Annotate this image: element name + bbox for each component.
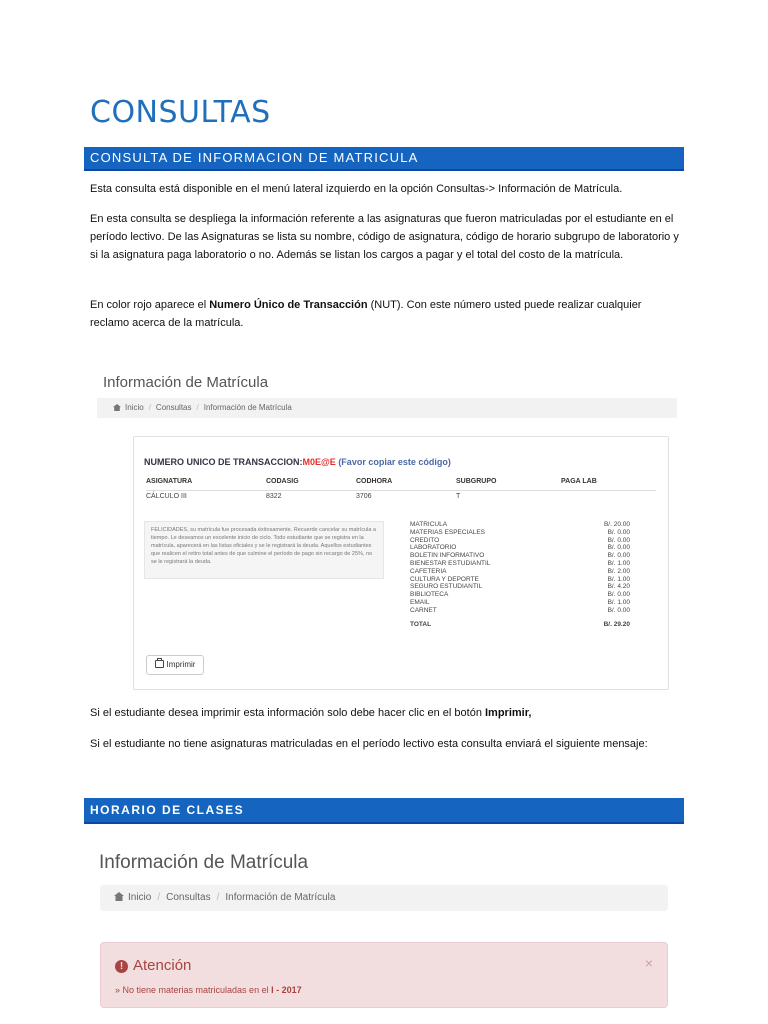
charge-row <box>410 591 630 599</box>
col-codhora: CODHORA <box>356 478 393 485</box>
p3-after: (NUT). Con este número usted puede realizar cualquier reclamo acerca de la matrícula. <box>90 299 642 329</box>
cell-codasig: 8322 <box>266 493 282 500</box>
charge-row <box>410 529 630 537</box>
charge-row <box>410 544 630 552</box>
charge-name: CULTURA Y DEPORTE <box>410 575 479 583</box>
section-header-horario: HORARIO DE CLASES <box>84 798 684 824</box>
print-button[interactable] <box>146 655 204 675</box>
charge-name: BOLETIN INFORMATIVO <box>410 552 485 560</box>
table-row <box>146 493 656 505</box>
charge-name: MATRICULA <box>410 521 448 528</box>
col-paga-lab: PAGA LAB <box>561 478 597 485</box>
success-note: FELICIDADES, su matrícula fue procesada éxitosamente. Recuerde cancelar su matrícula a tiempo. Le deseamos un excelente inicio de ciclo. Todo estudiante que se registra en la matrícula, aparecerá en las listas oficiales y se le registrará la deuda. Aquellos estudiantes que realicen el retiro total antes de que culmine el período de pago sin recargo de 25%, no se le registrará la deuda. <box>144 521 384 579</box>
total-label: TOTAL <box>410 620 432 628</box>
charge-amount: B/. 0.00 <box>607 544 630 552</box>
charge-name: SEGURO ESTUDIANTIL <box>410 583 483 591</box>
charge-amount: B/. 0.00 <box>607 552 630 560</box>
charge-amount: B/. 1.00 <box>607 559 630 567</box>
charge-name: BIBLIOTECA <box>410 591 449 599</box>
alert-msg-text: » No tiene materias matriculadas en el <box>115 985 272 995</box>
warning-icon: ! <box>115 960 128 973</box>
cell-subgrupo: T <box>456 493 461 500</box>
screenshot-informacion-matricula <box>97 366 681 692</box>
charge-row <box>410 583 630 591</box>
paragraph-no-subjects: Si el estudiante no tiene asignaturas matriculadas en el período lectivo esta consulta enviará el siguiente mensaje: <box>90 738 648 750</box>
p3-before: En color rojo aparece el <box>90 299 210 311</box>
charge-name: LABORATORIO <box>410 544 457 552</box>
charge-row <box>410 537 630 545</box>
nut-hint: (Favor copiar este código) <box>338 457 451 467</box>
col-subgrupo: SUBGRUPO <box>456 478 497 485</box>
close-icon[interactable]: × <box>644 955 653 971</box>
home-icon <box>114 892 124 901</box>
charge-row <box>410 576 630 584</box>
alert-period: I - 2017 <box>271 985 302 995</box>
paragraph-nut <box>90 296 680 332</box>
nut-label: NUMERO UNICO DE TRANSACCION: <box>144 457 303 467</box>
breadcrumb-inicio[interactable]: Inicio <box>128 892 152 903</box>
breadcrumb-consultas[interactable]: Consultas <box>155 403 192 412</box>
p3-bold: Numero Único de Transacción <box>209 299 368 311</box>
matricula-panel <box>133 436 669 690</box>
breadcrumb-current: Información de Matrícula <box>203 403 292 412</box>
charge-amount: B/. 2.00 <box>607 567 630 575</box>
charge-row <box>410 607 630 615</box>
charge-amount: B/. 0.00 <box>607 536 630 544</box>
breadcrumb: Inicio / Consultas / Información de Matrícula <box>97 398 677 418</box>
charge-row <box>410 568 630 576</box>
cell-asignatura: CÁLCULO III <box>146 493 187 500</box>
print-label: Imprimir <box>166 660 196 669</box>
charge-row <box>410 521 630 529</box>
section-header-matricula: CONSULTA DE INFORMACION DE MATRICULA <box>84 147 684 171</box>
total-amount: B/. 29.20 <box>603 620 630 628</box>
breadcrumb-consultas[interactable]: Consultas <box>166 892 211 903</box>
charge-amount: B/. 0.00 <box>607 591 630 599</box>
attention-alert <box>100 942 668 1008</box>
breadcrumb: Inicio / Consultas / Información de Matrícula <box>100 885 668 911</box>
nut-line <box>144 457 451 467</box>
charge-amount: B/. 4.20 <box>607 583 630 591</box>
charge-total-row <box>410 621 630 628</box>
charge-name: CARNET <box>410 606 437 614</box>
printer-icon <box>155 660 164 668</box>
col-asignatura: ASIGNATURA <box>146 478 193 485</box>
paragraph-description: En esta consulta se despliega la información referente a las asignaturas que fueron matriculadas por el estudiante en el período lectivo. De las Asignaturas se lista su nombre, código de asignatura, código de horario subgrupo de laboratorio y si la asignatura paga laboratorio o no. Además se listan los cargos a pagar y el total del costo de la matrícula. <box>90 213 679 261</box>
alert-title-text: Atención <box>133 957 192 974</box>
screenshot-heading: Información de Matrícula <box>103 374 269 391</box>
charge-row <box>410 552 630 560</box>
charge-amount: B/. 1.00 <box>607 598 630 606</box>
nut-code: M0E@E <box>302 457 336 467</box>
breadcrumb-current: Información de Matrícula <box>225 892 336 903</box>
charge-amount: B/. 20.00 <box>603 521 630 528</box>
cell-codhora: 3706 <box>356 493 372 500</box>
charge-name: BIENESTAR ESTUDIANTIL <box>410 559 491 567</box>
charge-row <box>410 560 630 568</box>
paragraph-print <box>90 704 680 722</box>
charge-name: CAFETERIA <box>410 567 447 575</box>
paragraph-menu-location: Esta consulta está disponible en el menú lateral izquierdo en la opción Consultas-> Información de Matrícula. <box>90 183 623 195</box>
p4-before: Si el estudiante desea imprimir esta información solo debe hacer clic en el botón <box>90 707 485 719</box>
p4-bold: Imprimir, <box>485 707 532 719</box>
screenshot-heading: Información de Matrícula <box>99 852 309 873</box>
home-icon <box>113 404 121 411</box>
screenshot-no-matricula <box>96 848 671 1018</box>
breadcrumb-inicio[interactable]: Inicio <box>125 403 144 412</box>
alert-title <box>115 957 191 974</box>
charge-name: MATERIAS ESPECIALES <box>410 528 486 536</box>
alert-message <box>115 985 302 995</box>
charge-name: EMAIL <box>410 598 430 606</box>
charge-amount: B/. 0.00 <box>607 606 630 614</box>
charge-name: CREDITO <box>410 536 440 544</box>
charge-amount: B/. 0.00 <box>607 528 630 536</box>
table-header <box>146 478 656 491</box>
col-codasig: CODASIG <box>266 478 299 485</box>
page-title: CONSULTAS <box>90 95 271 130</box>
charge-amount: B/. 1.00 <box>607 575 630 583</box>
charge-row <box>410 599 630 607</box>
charges-list <box>410 521 630 628</box>
